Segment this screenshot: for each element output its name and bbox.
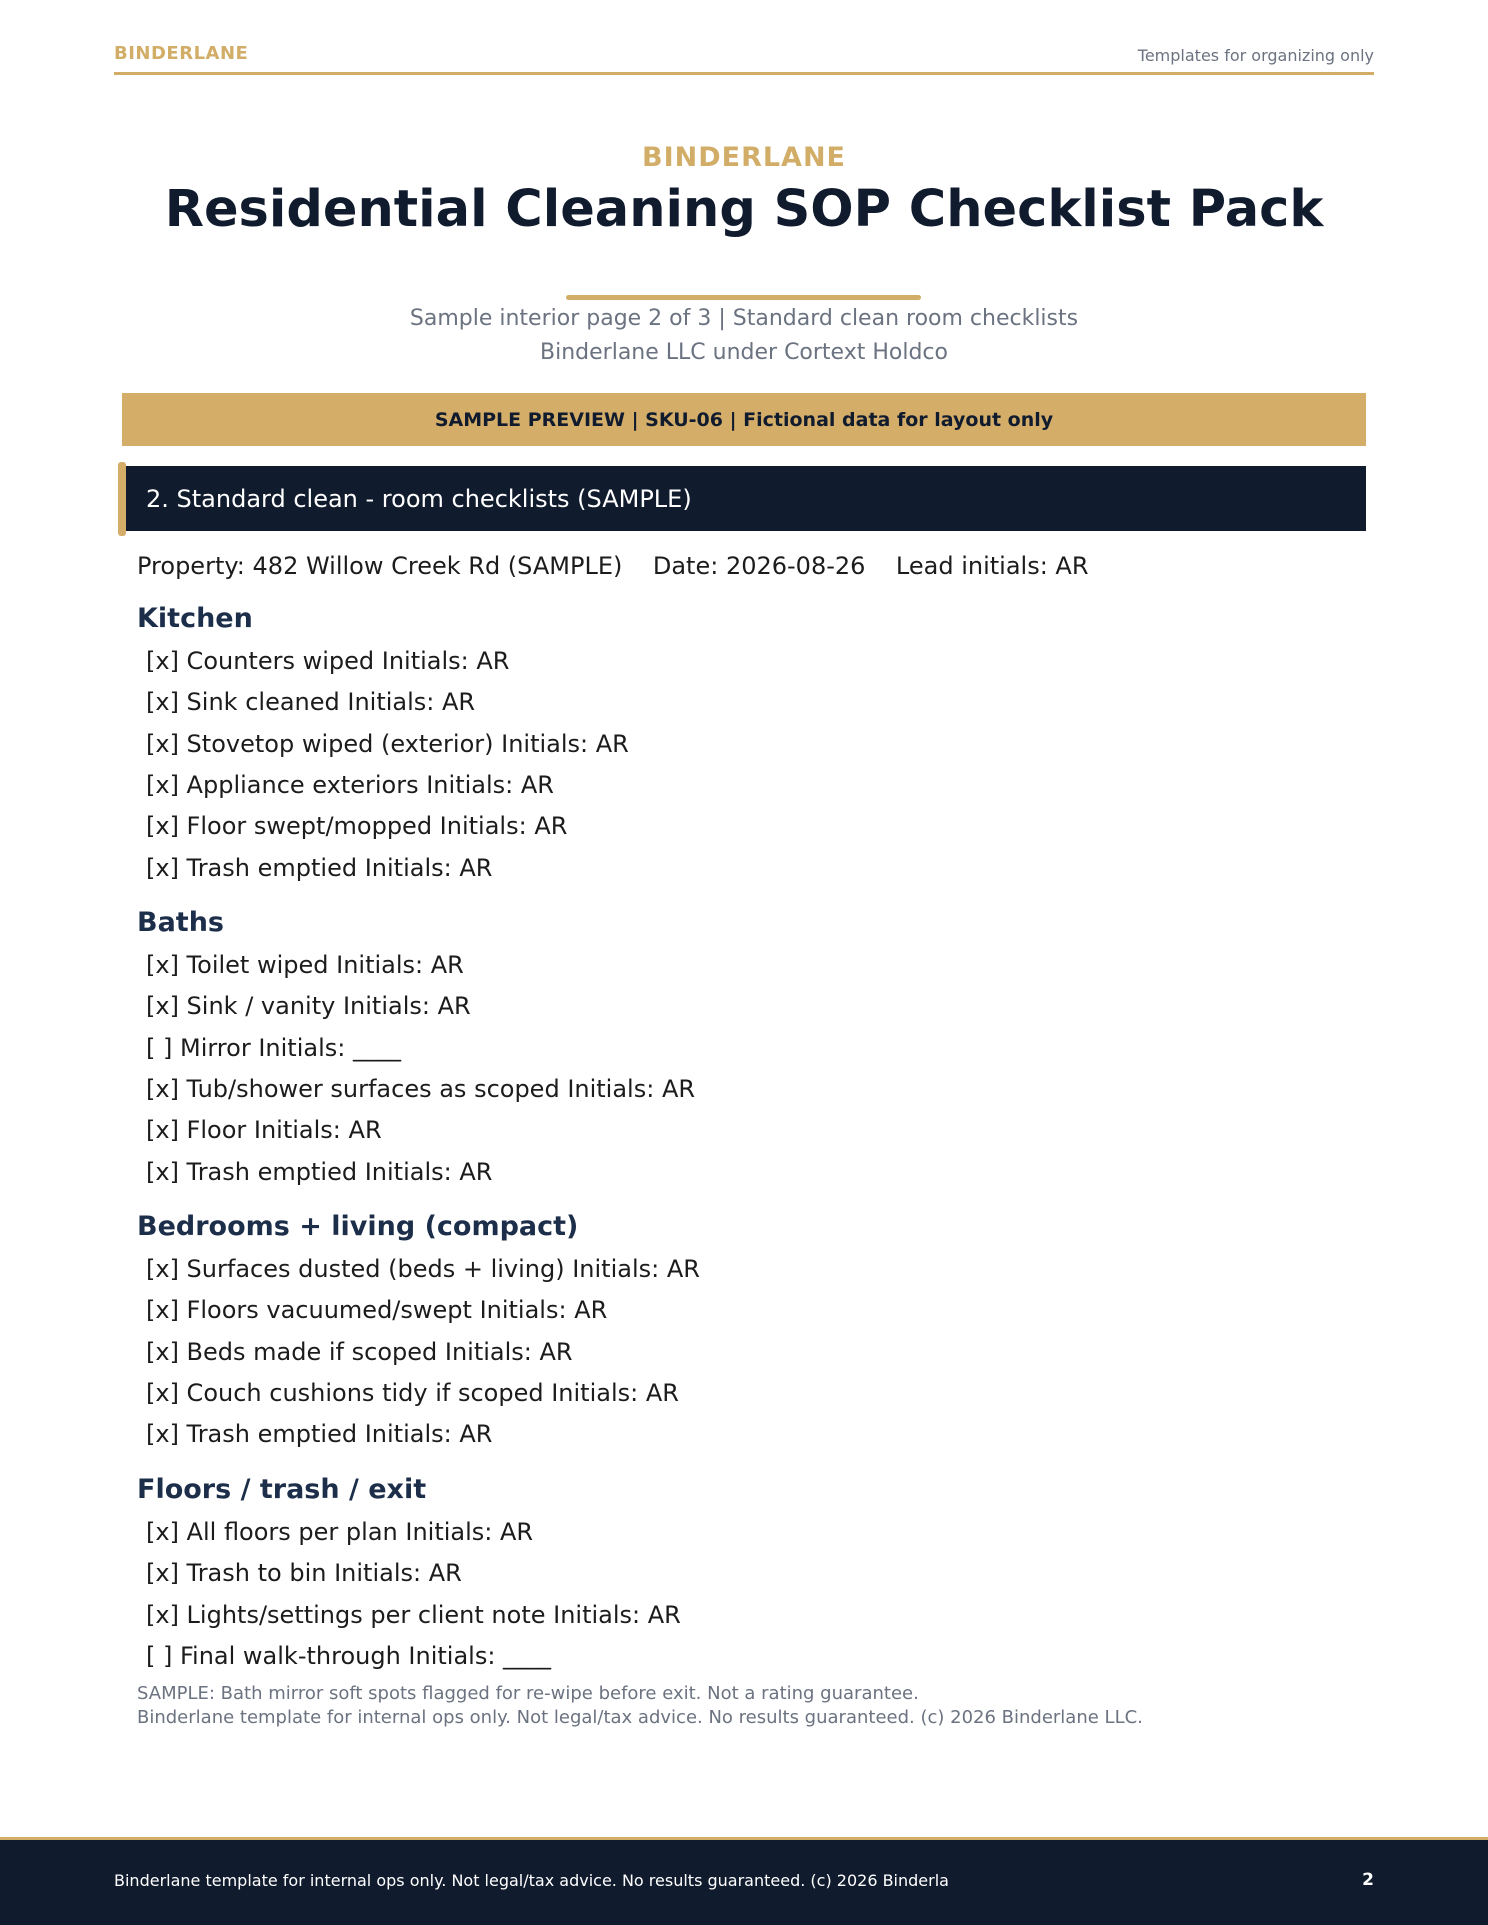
subtitle-line-1: Sample interior page 2 of 3 | Standard clean room checklists bbox=[409, 306, 1079, 331]
subtitle-line-2: Binderlane LLC under Cortext Holdco bbox=[540, 340, 948, 365]
checklist-item: [x] Trash emptied Initials: AR bbox=[146, 1420, 493, 1448]
group-heading-floors-trash-exit: Floors / trash / exit bbox=[137, 1474, 427, 1505]
checklist-item: [x] Sink cleaned Initials: AR bbox=[146, 688, 476, 716]
group-heading-bedrooms-living: Bedrooms + living (compact) bbox=[137, 1211, 579, 1242]
checklist-item: [x] Trash emptied Initials: AR bbox=[146, 1158, 493, 1186]
checklist-item: [x] Counters wiped Initials: AR bbox=[146, 647, 510, 675]
checklist-item: [x] Sink / vanity Initials: AR bbox=[146, 992, 471, 1020]
checklist-item: [x] Beds made if scoped Initials: AR bbox=[146, 1338, 573, 1366]
sample-note: SAMPLE: Bath mirror soft spots flagged for re-wipe before exit. Not a rating guarantee. bbox=[137, 1683, 919, 1704]
checklist-item: [x] Floor swept/mopped Initials: AR bbox=[146, 812, 568, 840]
section-accent bbox=[118, 462, 126, 536]
checklist-item: [ ] Final walk-through Initials: ____ bbox=[146, 1642, 552, 1670]
checklist-item: [x] Trash to bin Initials: AR bbox=[146, 1559, 462, 1587]
title-divider bbox=[566, 295, 921, 300]
page-number: 2 bbox=[1362, 1870, 1374, 1890]
checklist-item: [x] Stovetop wiped (exterior) Initials: AR bbox=[146, 730, 629, 758]
checklist-item: [x] Tub/shower surfaces as scoped Initials: AR bbox=[146, 1075, 696, 1103]
cover-brand: BINDERLANE bbox=[641, 142, 846, 173]
checklist-item: [x] Floor Initials: AR bbox=[146, 1116, 382, 1144]
header-brand: BINDERLANE bbox=[114, 43, 249, 64]
property-meta: Property: 482 Willow Creek Rd (SAMPLE) Date: 2026-08-26 Lead initials: AR bbox=[137, 552, 1089, 580]
checklist-item: [x] Couch cushions tidy if scoped Initials: AR bbox=[146, 1379, 679, 1407]
header-rule bbox=[114, 72, 1374, 75]
header-note: Templates for organizing only bbox=[1137, 46, 1374, 65]
checklist-item: [ ] Mirror Initials: ____ bbox=[146, 1034, 401, 1062]
sample-banner: SAMPLE PREVIEW | SKU-06 | Fictional data for layout only bbox=[122, 393, 1366, 446]
disclaimer-note: Binderlane template for internal ops only. Not legal/tax advice. No results guaranteed. (c) 2026 Binderlane LLC. bbox=[137, 1707, 1143, 1728]
footer-disclaimer: Binderlane template for internal ops only. Not legal/tax advice. No results guaranteed. (c) 2026 Binderla bbox=[114, 1871, 949, 1890]
checklist-item: [x] Trash emptied Initials: AR bbox=[146, 854, 493, 882]
checklist-item: [x] Toilet wiped Initials: AR bbox=[146, 951, 464, 979]
page-title: Residential Cleaning SOP Checklist Pack bbox=[164, 180, 1324, 239]
checklist-item: [x] Floors vacuumed/swept Initials: AR bbox=[146, 1296, 608, 1324]
checklist-item: [x] Surfaces dusted (beds + living) Initials: AR bbox=[146, 1255, 700, 1283]
group-heading-baths: Baths bbox=[137, 907, 224, 938]
group-heading-kitchen: Kitchen bbox=[137, 603, 253, 634]
checklist-item: [x] Lights/settings per client note Initials: AR bbox=[146, 1601, 681, 1629]
checklist-item: [x] Appliance exteriors Initials: AR bbox=[146, 771, 554, 799]
checklist-item: [x] All floors per plan Initials: AR bbox=[146, 1518, 534, 1546]
section-header: 2. Standard clean - room checklists (SAMPLE) bbox=[124, 466, 1366, 531]
